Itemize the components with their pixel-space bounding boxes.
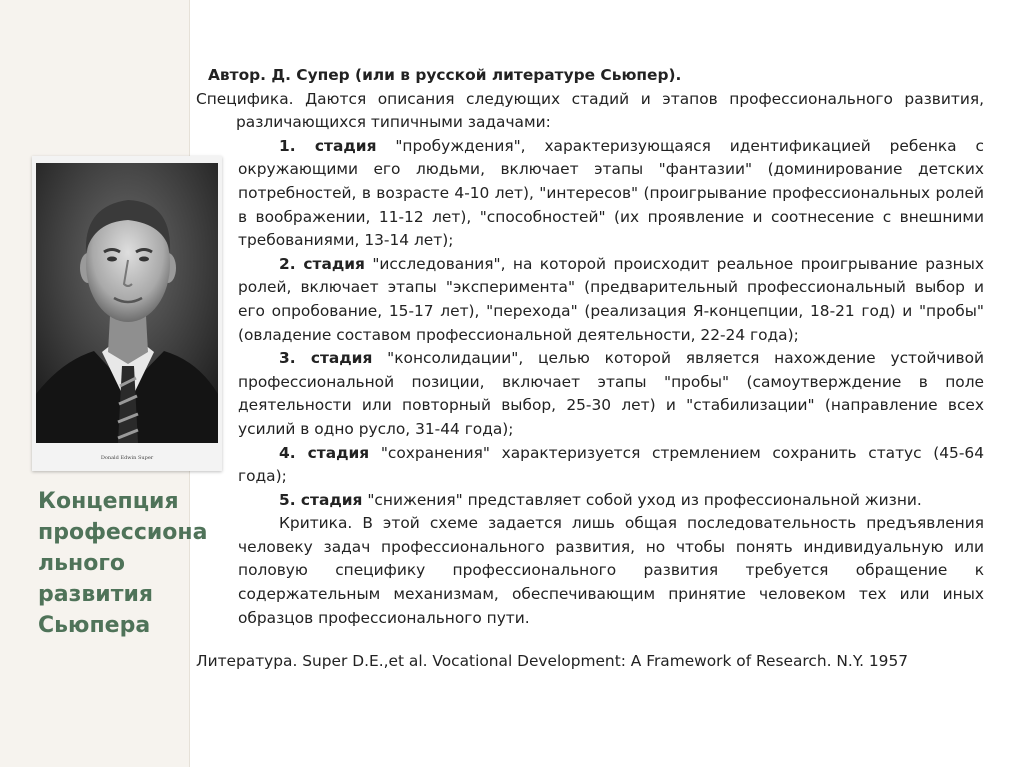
stage-label: 1. стадия [279,136,377,155]
photo-caption: Donald Edwin Super [100,455,154,461]
stage-text: "сохранения" характеризуется стремлением сохранить статус (45-64 года); [238,443,984,486]
stage-text: "исследования", на которой происходит реальное проигрывание разных ролей, включает этапы "эксперимента" (предварительный профессиональный выбор и его опробование, 15-17 лет), "перехода" (реализация Я-концепции, 18-21 год) и "пробы" (овладение составом профессиональной деятельности, 22-24 года); [238,254,984,344]
stage-label: 3. стадия [279,349,373,368]
stage-text: "снижения" представляет собой уход из профессиональной жизни. [362,490,922,509]
portrait-photo [32,156,222,471]
stage-text: "консолидации", целью которой является нахождение устойчивой профессиональной позиции, включает этапы "пробы" (самоутверждение в поле деятельности или повторный выбор, 25-30 лет) и "стабилизации" (направление всех усилий в одно русло, 31-44 года); [238,349,984,438]
stage-label: 2. стадия [279,254,365,273]
stage-item [196,489,984,513]
stage-item [196,253,984,347]
critique-paragraph: Критика. В этой схеме задается лишь общая последовательность предъявления человеку задач профессионального развития, но чтобы понять индивидуальную или половую специфику профессионального развития требуется обращение к содержательным механизмам, обеспечивающим принятие человеком тех или иных образцов профессионального пути. [238,514,984,627]
literature-reference: Литература. Super D.E.,et al. Vocational Development: A Framework of Research. N.Y. 1957 [196,652,909,671]
stage-item [196,442,984,489]
portrait-illustration [32,156,222,471]
stage-text: "пробуждения", характеризующаяся идентификацией ребенка с окружающими его людьми, включает этапы "фантазии" (доминирование детских потребностей, в возрасте 4-10 лет), "интересов" (проигрывание профессиональных ролей в воображении, 11-12 лет), "способностей" (их проявление и соотнесение с внешними требованиями, 13-14 лет); [238,136,984,250]
stage-item [196,135,984,253]
stage-label: 4. стадия [279,443,370,462]
stage-label: 5. стадия [279,490,363,509]
main-content [196,64,984,674]
slide-title: Концепция профессиона льного развития Сьюпера [38,489,208,638]
specifics-paragraph: Специфика. Даются описания следующих стадий и этапов профессионального развития, различающихся типичными задачами: [196,89,984,132]
author-line: Автор. Д. Супер (или в русской литературе Сьюпер). [208,66,682,84]
stage-item [196,347,984,441]
